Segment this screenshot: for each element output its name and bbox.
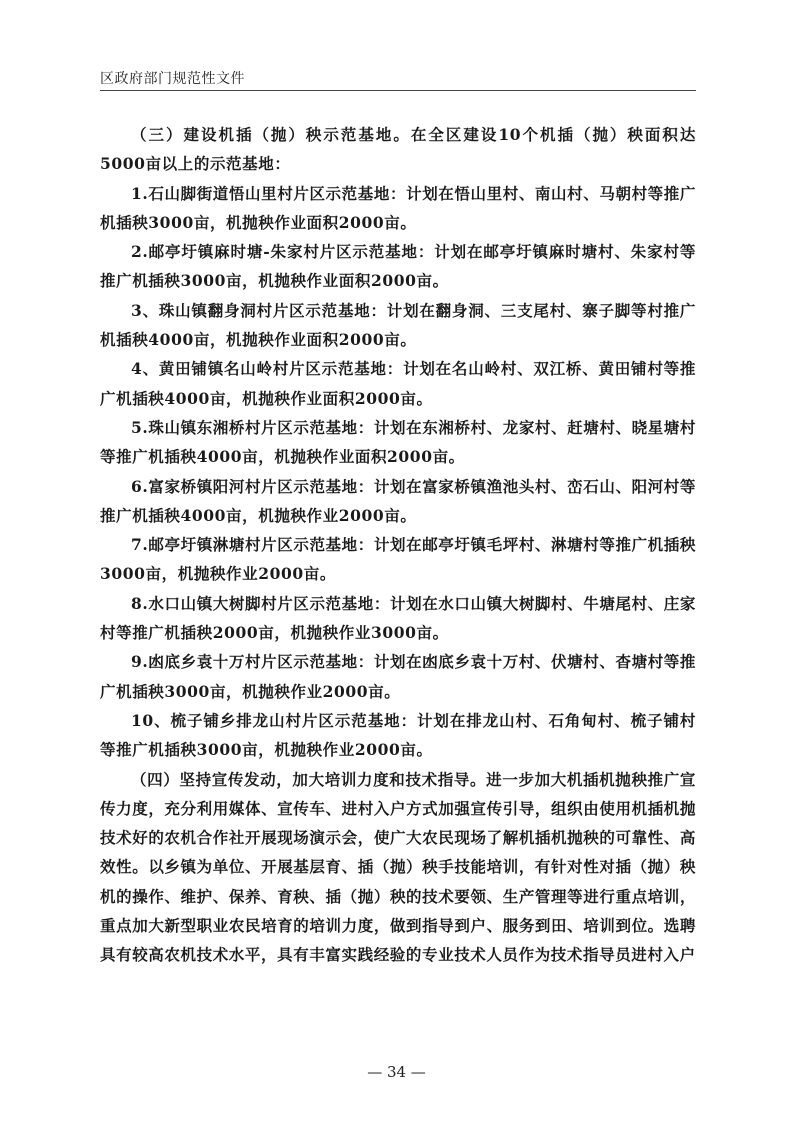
list-item: 4、黄田铺镇名山岭村片区示范基地：计划在名山岭村、双江桥、黄田铺村等推广机插秧4000亩，机抛秧作业面积2000亩。 [100, 359, 696, 408]
section-heading-3: （三）建设机插（抛）秧示范基地。在全区建设10个机插（抛）秧面积达5000亩以上的示范基地： [100, 125, 696, 174]
list-item: 6.富家桥镇阳河村片区示范基地：计划在富家桥镇渔池头村、峦石山、阳河村等推广机插秧4000亩，机抛秧作业2000亩。 [100, 476, 696, 525]
page-number: — 34 — [367, 1063, 426, 1081]
list-item: 1.石山脚街道悟山里村片区示范基地：计划在悟山里村、南山村、马朝村等推广机插秧3000亩，机抛秧作业面积2000亩。 [100, 183, 696, 232]
list-item: 2.邮亭圩镇麻时塘-朱家村片区示范基地：计划在邮亭圩镇麻时塘村、朱家村等推广机插秧3000亩，机抛秧作业面积2000亩。 [100, 242, 696, 291]
document-header: 区政府部门规范性文件 [100, 71, 245, 87]
list-item: 3、珠山镇翻身洞村片区示范基地：计划在翻身洞、三支尾村、寨子脚等村推广机插秧4000亩，机抛秧作业面积2000亩。 [100, 300, 696, 350]
document-body [100, 120, 696, 970]
list-item: 9.凼底乡袁十万村片区示范基地：计划在凼底乡袁十万村、伏塘村、杳塘村等推广机插秧3000亩，机抛秧作业2000亩。 [100, 652, 696, 701]
list-item: 5.珠山镇东湘桥村片区示范基地：计划在东湘桥村、龙家村、赶塘村、晓星塘村等推广机插秧4000亩，机抛秧作业面积2000亩。 [100, 417, 696, 467]
list-item: 10、梳子铺乡排龙山村片区示范基地：计划在排龙山村、石角甸村、梳子铺村等推广机插秧3000亩，机抛秧作业2000亩。 [100, 710, 696, 760]
header-rule [100, 90, 696, 91]
list-item: 8.水口山镇大树脚村片区示范基地：计划在水口山镇大树脚村、牛塘尾村、庄家村等推广机插秧2000亩，机抛秧作业3000亩。 [100, 593, 696, 643]
list-item: 7.邮亭圩镇淋塘村片区示范基地：计划在邮亭圩镇毛坪村、淋塘村等推广机插秧3000亩，机抛秧作业2000亩。 [100, 535, 696, 584]
section-paragraph-4: （四）坚持宣传发动，加大培训力度和技术指导。进一步加大机插机抛秧推广宣传力度，充分利用媒体、宣传车、进村入户方式加强宣传引导，组织由使用机插机抛技术好的农机合作社开展现场演示会，使广大农民现场了解机插机抛秧的可靠性、高效性。以乡镇为单位、开展基层育、插（抛）秧手技能培训，有针对性对插（抛）秧机的操作、维护、保养、育秧、插（抛）秧的技术要领、生产管理等进行重点培训，重点加大新型职业农民培育的培训力度，做到指导到户、服务到田、培训到位。选聘具有较高农机技术水平，具有丰富实践经验的专业技术人员作为技术指导员进村入户 [100, 769, 696, 965]
